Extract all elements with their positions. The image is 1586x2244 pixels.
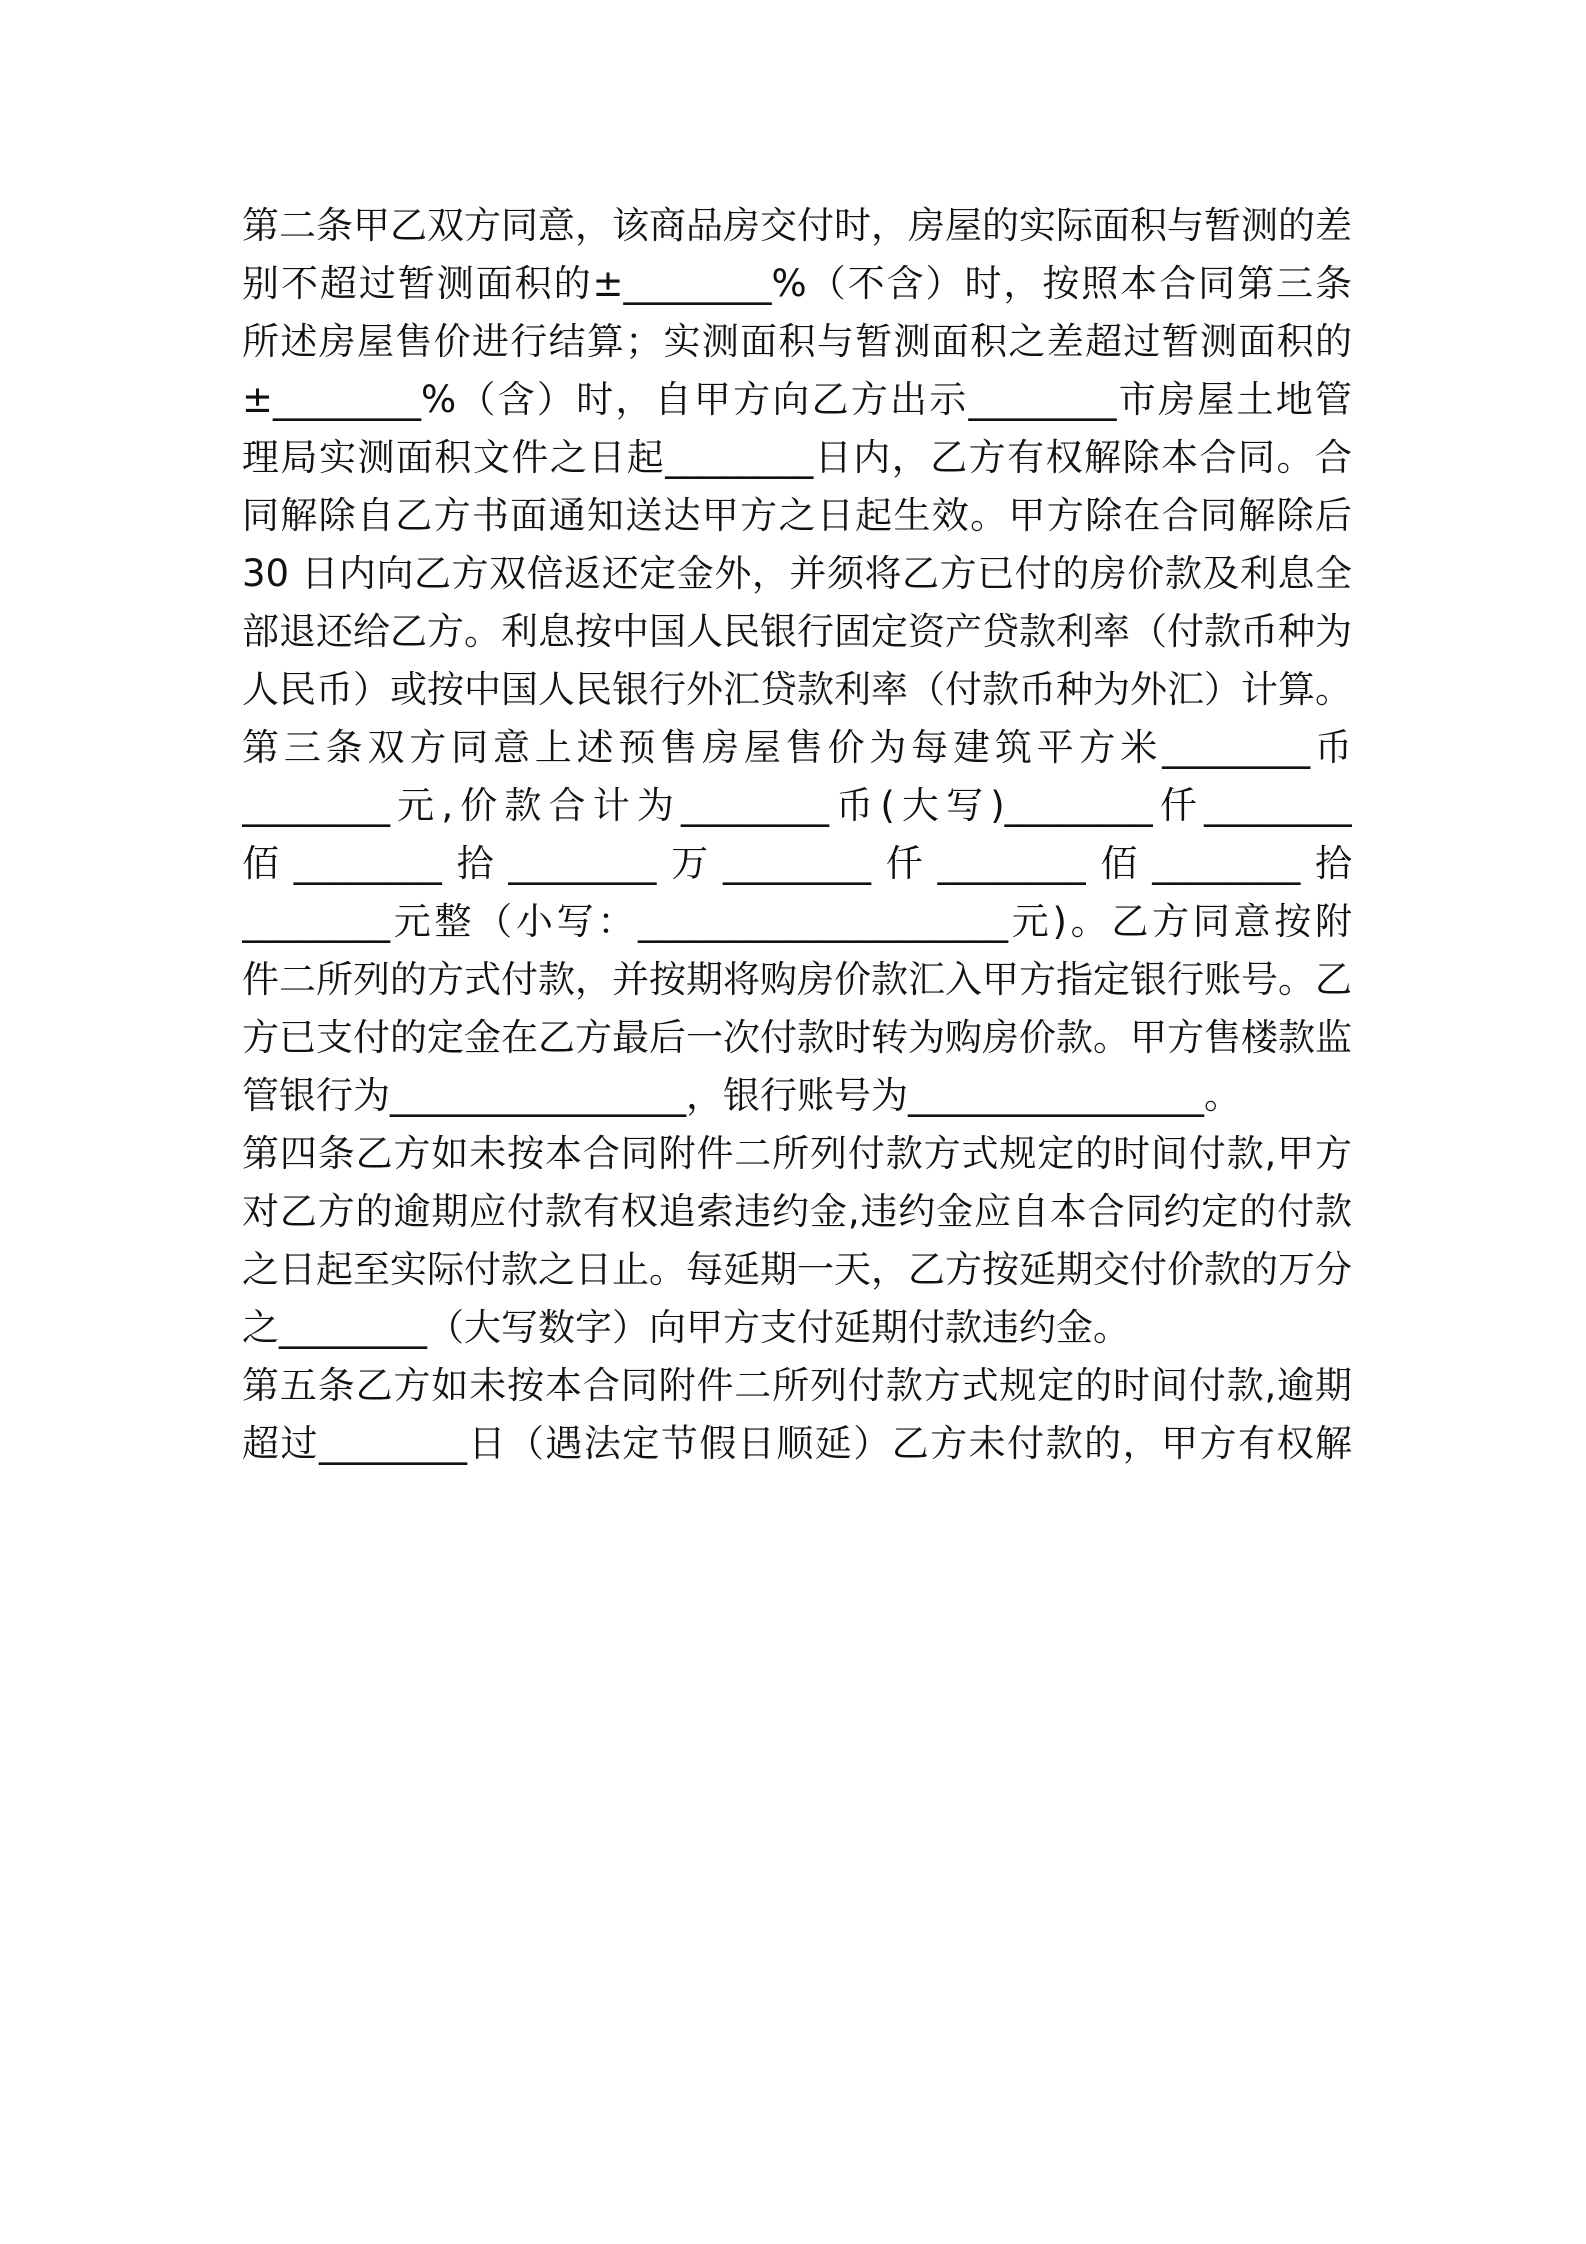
text-line-22: 超过________日（遇法定节假日顺延）乙方未付款的，甲方有权解 (242, 1422, 1352, 1465)
text-line-6: 同解除自乙方书面通知送达甲方之日起生效。甲方除在合同解除后 (242, 494, 1352, 537)
text-line-19: 之日起至实际付款之日止。每延期一天，乙方按延期交付价款的万分 (242, 1248, 1352, 1291)
text-line-21: 第五条乙方如未按本合同附件二所列付款方式规定的时间付款,逾期 (242, 1364, 1352, 1407)
text-line-5: 理局实测面积文件之日起________日内，乙方有权解除本合同。合 (242, 436, 1352, 479)
text-line-15: 方已支付的定金在乙方最后一次付款时转为购房价款。甲方售楼款监 (242, 1016, 1352, 1059)
text-line-2: 别不超过暂测面积的±________%（不含）时，按照本合同第三条 (242, 262, 1352, 305)
text-line-9: 人民币）或按中国人民银行外汇贷款利率（付款币种为外汇）计算。 (242, 668, 1352, 711)
text-line-13: ________元整（小写：____________________元)。乙方同意按附 (242, 900, 1352, 943)
text-line-14: 件二所列的方式付款，并按期将购房价款汇入甲方指定银行账号。乙 (242, 958, 1352, 1001)
text-line-1: 第二条甲乙双方同意，该商品房交付时，房屋的实际面积与暂测的差 (242, 204, 1352, 247)
text-line-7: 30 日内向乙方双倍返还定金外，并须将乙方已付的房价款及利息全 (242, 552, 1352, 595)
text-line-17: 第四条乙方如未按本合同附件二所列付款方式规定的时间付款,甲方 (242, 1132, 1352, 1175)
text-line-12: 佰________拾________万________仟________佰________拾 (242, 842, 1352, 885)
text-line-10: 第三条双方同意上述预售房屋售价为每建筑平方米________币 (242, 726, 1352, 769)
text-line-16: 管银行为________________，银行账号为________________。 (242, 1074, 1241, 1117)
text-line-18: 对乙方的逾期应付款有权追索违约金,违约金应自本合同约定的付款 (242, 1190, 1352, 1233)
text-line-20: 之________（大写数字）向甲方支付延期付款违约金。 (242, 1306, 1130, 1349)
text-line-3: 所述房屋售价进行结算；实测面积与暂测面积之差超过暂测面积的 (242, 320, 1352, 363)
text-line-4: ±________%（含）时，自甲方向乙方出示________市房屋土地管 (242, 378, 1352, 421)
text-line-8: 部退还给乙方。利息按中国人民银行固定资产贷款利率（付款币种为 (242, 610, 1352, 653)
text-line-11: ________元,价款合计为________币(大写)________仟________ (242, 784, 1352, 827)
